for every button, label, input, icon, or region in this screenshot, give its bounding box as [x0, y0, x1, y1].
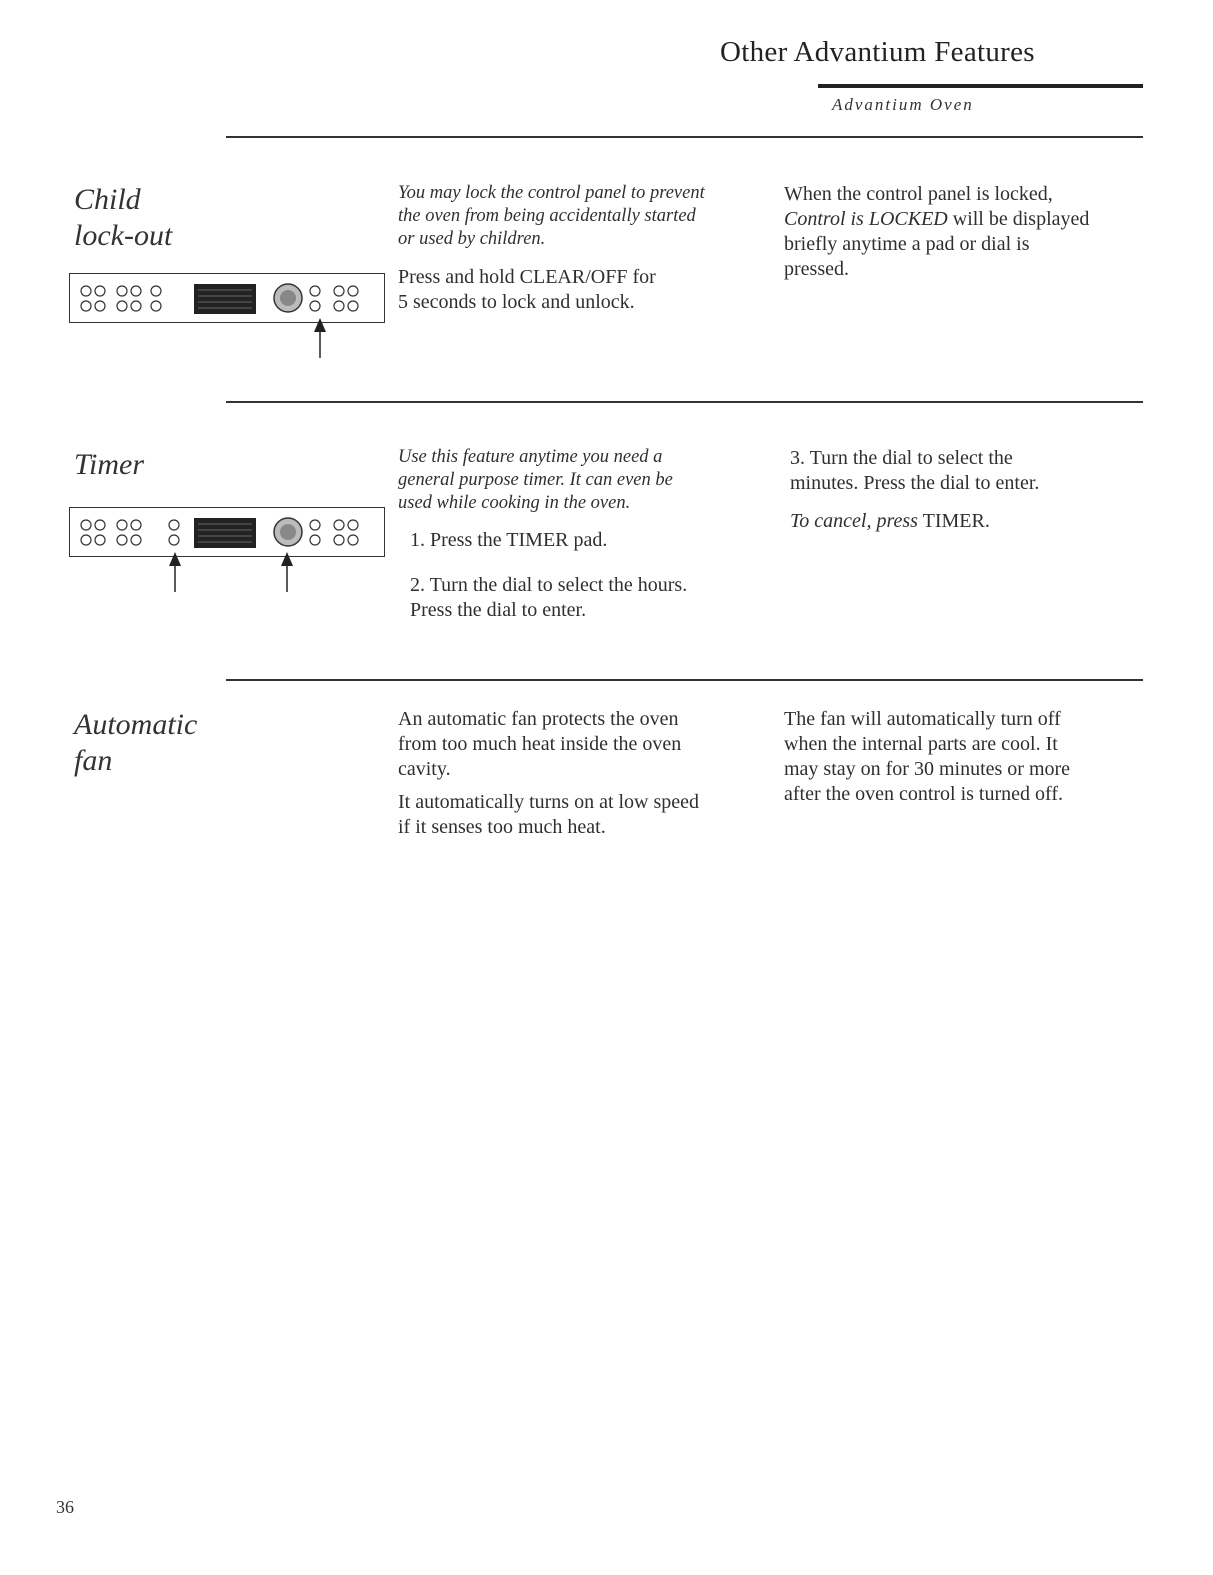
- page-number: 36: [56, 1497, 74, 1517]
- section-title-child-lockout: Child lock-out: [74, 183, 173, 252]
- control-panel-illustration: [69, 273, 385, 323]
- timer-cancel: [790, 509, 1150, 534]
- cancel-plain: TIMER.: [917, 510, 990, 532]
- note-prefix: When the control panel is locked,: [784, 183, 1053, 205]
- timer-step-1: 1. Press the TIMER pad.: [410, 529, 608, 551]
- cancel-italic: To cancel, press: [790, 510, 918, 532]
- child-lockout-instruction: Press and hold CLEAR/OFF for 5 seconds to lock and unlock.: [398, 266, 656, 313]
- section-divider: [226, 136, 1143, 138]
- timer-step-3: 3. Turn the dial to select the minutes. Press the dial to enter.: [790, 447, 1040, 494]
- control-panel-svg: [70, 274, 384, 322]
- note-italic: Control is LOCKED: [784, 208, 948, 230]
- fan-paragraph-3: The fan will automatically turn off when the internal parts are cool. It may stay on for 30 minutes or more after the oven control is turned off.: [784, 708, 1071, 805]
- fan-col-left: [398, 707, 778, 840]
- section-divider: [226, 679, 1143, 681]
- section-title-automatic-fan: Automatic fan: [74, 708, 198, 777]
- section-divider: [226, 401, 1143, 403]
- control-panel-svg: [70, 508, 384, 556]
- fan-paragraph-2: It automatically turns on at low speed if it senses too much heat.: [398, 791, 700, 838]
- timer-intro: Use this feature anytime you need a general purpose timer. It can even be used while cooking in the oven.: [398, 447, 673, 513]
- up-arrow-icon: [313, 318, 327, 358]
- section-title-timer: Timer: [74, 448, 145, 481]
- fan-col-right: [784, 707, 1154, 807]
- header-rule: [818, 84, 1143, 88]
- child-lockout-col-left: [398, 182, 768, 315]
- page-header-subtitle: Advantium Oven: [832, 95, 974, 114]
- timer-step-2: 2. Turn the dial to select the hours. Press the dial to enter.: [410, 574, 688, 621]
- control-panel-illustration: [69, 507, 385, 557]
- child-lockout-col-right: [784, 182, 1144, 282]
- fan-paragraph-1: An automatic fan protects the oven from too much heat inside the oven cavity.: [398, 708, 682, 780]
- child-lockout-intro: You may lock the control panel to prevent the oven from being accidentally started or used by children.: [398, 183, 705, 249]
- child-lockout-note: [784, 182, 1144, 282]
- note-suffix: will be displayed briefly anytime a pad or dial is pressed.: [784, 208, 1090, 280]
- page-header-title: Other Advantium Features: [720, 36, 1035, 68]
- up-arrow-icon: [168, 552, 182, 592]
- up-arrow-icon: [280, 552, 294, 592]
- timer-col-right: [790, 446, 1150, 534]
- timer-col-left: [398, 446, 768, 623]
